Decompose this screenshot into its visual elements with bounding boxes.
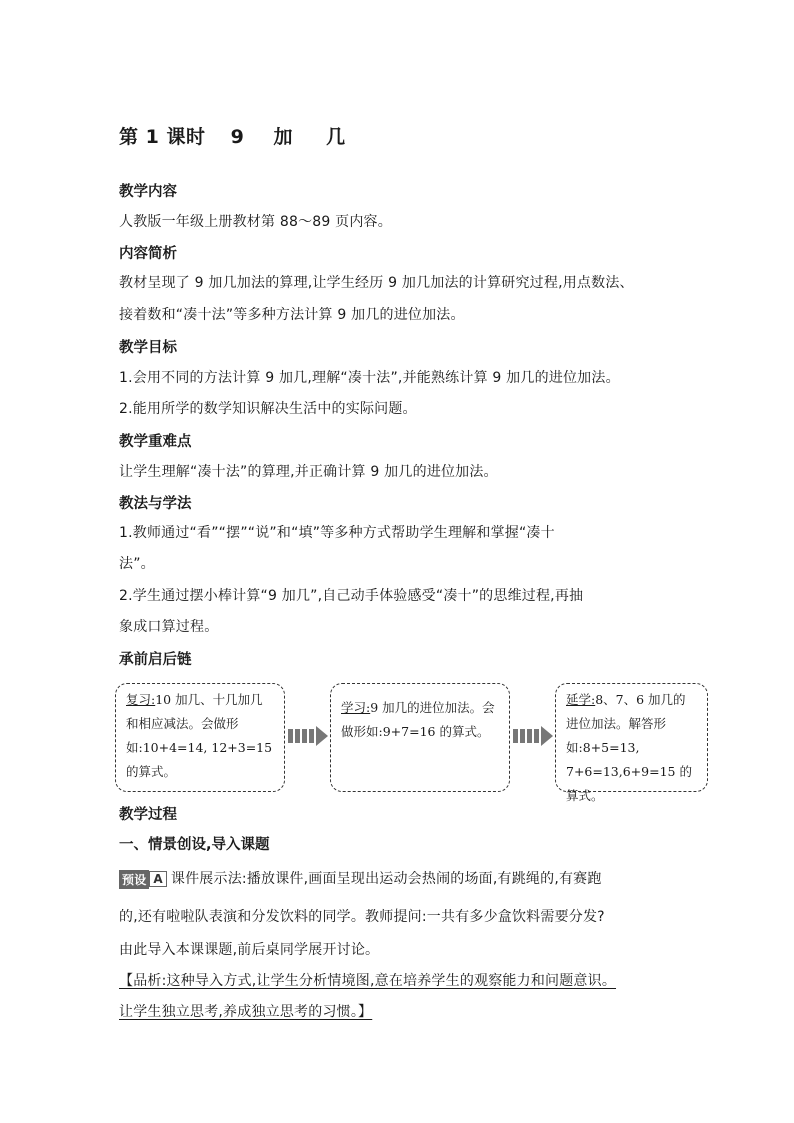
- analysis-line-2: 接着数和“凑十法”等多种方法计算 9 加几的进位加法。: [119, 307, 465, 323]
- heading-key-points: 教学重难点: [119, 434, 192, 450]
- goal-2: 2.能用所学的数学知识解决生活中的实际问题。: [119, 401, 417, 417]
- chain-box-extend-text: 8、7、6 加几的进位加法。解答形如:8+5=13, 7+6=13,6+9=15 的算式。: [566, 692, 692, 803]
- analysis-line-1: 教材呈现了 9 加几加法的算理,让学生经历 9 加几加法的计算研究过程,用点数法、: [119, 275, 634, 291]
- step-1-line-2: 的,还有啦啦队表演和分发饮料的同学。教师提问:一共有多少盒饮料需要分发?: [119, 909, 605, 925]
- goal-1: 1.会用不同的方法计算 9 加几,理解“凑十法”,并能熟练计算 9 加几的进位加法。: [119, 370, 620, 386]
- chain-box-review: [115, 683, 285, 792]
- key-points-text: 让学生理解“凑十法”的算理,并正确计算 9 加几的进位加法。: [119, 464, 498, 480]
- heading-step-1: 一、情景创设,导入课题: [119, 837, 270, 853]
- heading-goals: 教学目标: [119, 340, 177, 356]
- chain-box-learn-label: 学习:: [341, 700, 371, 715]
- chain-box-learn: [330, 683, 510, 792]
- method-2-line-1: 2.学生通过摆小棒计算“9 加几”,自己动手体验感受“凑十”的思维过程,再抽: [119, 588, 584, 604]
- heading-methods: 教法与学法: [119, 496, 192, 512]
- chain-box-review-label: 复习:: [126, 692, 156, 707]
- comment-line-1: 【品析:这种导入方式,让学生分析情境图,意在培养学生的观察能力和问题意识。: [119, 973, 617, 989]
- arrow-right-icon: [288, 726, 328, 746]
- comment-line-2: 让学生独立思考,养成独立思考的习惯。】: [119, 1004, 373, 1020]
- lesson-title: [119, 122, 346, 149]
- preset-badge-letter: A: [149, 871, 167, 887]
- heading-process: 教学过程: [119, 807, 177, 823]
- content-text: 人教版一年级上册教材第 88～89 页内容。: [119, 214, 392, 230]
- arrow-right-icon: [513, 726, 553, 746]
- heading-link-chain: 承前启后链: [119, 652, 192, 668]
- step-1-line-3: 由此导入本课课题,前后桌同学展开讨论。: [119, 942, 380, 958]
- preset-badge: 预设: [119, 870, 149, 889]
- chain-box-learn-text: 9 加几的进位加法。会做形如:9+7=16 的算式。: [341, 700, 495, 739]
- method-2-line-2: 象成口算过程。: [119, 619, 219, 635]
- lesson-topic-number: 9: [230, 126, 245, 148]
- lesson-topic-char-b: 几: [326, 126, 346, 148]
- lesson-topic-char-a: 加: [273, 126, 293, 148]
- heading-analysis: 内容简析: [119, 246, 177, 262]
- chain-box-review-text: 10 加几、十几加几和相应减法。会做形如:10+4=14, 12+3=15 的算式。: [126, 692, 273, 779]
- method-1-line-1: 1.教师通过“看”“摆”“说”和“填”等多种方式帮助学生理解和掌握“凑十: [119, 525, 555, 541]
- step-1-line-1: [119, 868, 602, 889]
- chain-box-extend-label: 延学:: [566, 692, 596, 707]
- chain-box-extend: [555, 683, 708, 803]
- step-1-text-1: 课件展示法:播放课件,画面呈现出运动会热闹的场面,有跳绳的,有赛跑: [170, 871, 602, 887]
- lesson-number: 第 1 课时: [119, 126, 206, 148]
- heading-content: 教学内容: [119, 184, 177, 200]
- method-1-line-2: 法”。: [119, 556, 155, 572]
